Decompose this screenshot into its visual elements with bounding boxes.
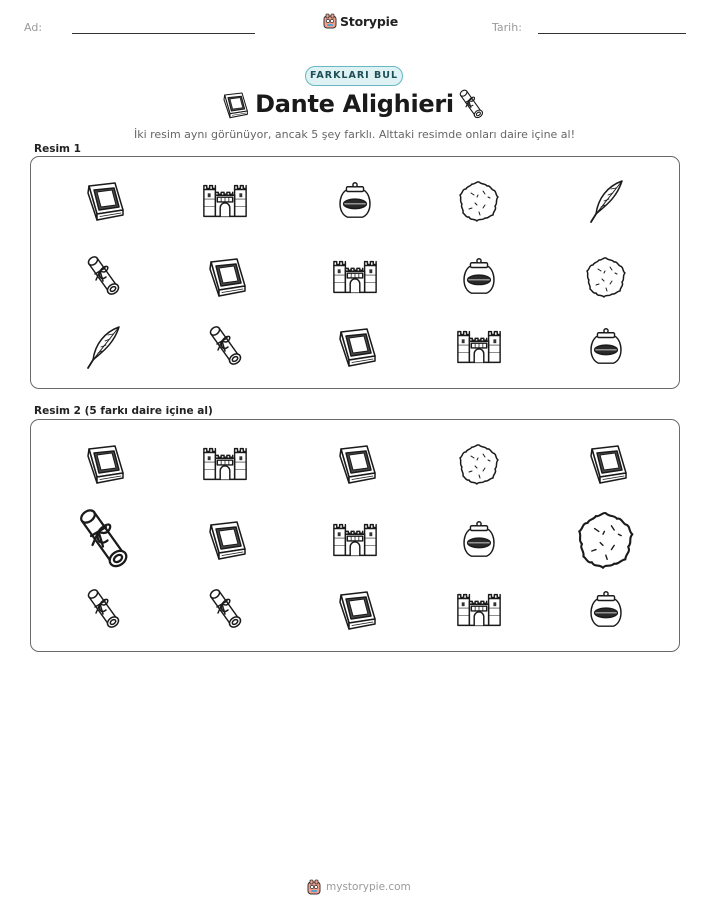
brand-name: Storypie <box>340 13 398 29</box>
hide-icon[interactable] <box>575 509 637 571</box>
worksheet-title: Dante Alighieri <box>255 90 454 118</box>
date-label: Tarih: <box>492 21 522 34</box>
jar-icon[interactable] <box>587 589 625 631</box>
instructions: İki resim aynı görünüyor, ancak 5 şey farklı. Alttaki resimde onları daire içine al! <box>133 128 576 141</box>
title-row <box>0 88 709 128</box>
castle-icon <box>331 259 379 295</box>
quill-icon <box>586 178 626 224</box>
footer <box>0 879 709 899</box>
book-icon <box>331 326 379 368</box>
activity-badge: FARKLARI BUL <box>305 66 403 86</box>
castle-icon[interactable] <box>455 592 503 628</box>
book-icon[interactable] <box>331 589 379 631</box>
picture2-label: Resim 2 (5 farkı daire içine al) <box>34 405 213 417</box>
book-icon <box>201 256 249 298</box>
castle-icon[interactable] <box>201 446 249 482</box>
hide-icon <box>584 255 628 299</box>
castle-icon <box>455 329 503 365</box>
scroll-icon <box>83 254 123 300</box>
jar-icon <box>460 256 498 298</box>
jar-icon <box>587 326 625 368</box>
name-line[interactable] <box>72 33 255 34</box>
footer-site: mystorypie.com <box>326 881 411 893</box>
scroll-icon[interactable] <box>83 587 123 633</box>
date-line[interactable] <box>538 33 686 34</box>
picture1-panel <box>30 156 680 389</box>
book-icon[interactable] <box>201 519 249 561</box>
picture2-panel[interactable] <box>30 419 680 652</box>
hide-icon <box>457 179 501 223</box>
scroll-icon <box>456 88 486 122</box>
scroll-icon <box>205 324 245 370</box>
quill-icon <box>83 324 123 370</box>
castle-icon[interactable] <box>331 522 379 558</box>
castle-icon <box>201 183 249 219</box>
book-icon[interactable] <box>79 443 127 485</box>
storypie-mascot-icon <box>307 879 321 895</box>
book-icon[interactable] <box>582 443 630 485</box>
picture1-label: Resim 1 <box>34 143 81 155</box>
brand-logo <box>323 13 398 29</box>
jar-icon <box>336 180 374 222</box>
book-icon <box>79 180 127 222</box>
book-icon[interactable] <box>331 443 379 485</box>
scroll-icon[interactable] <box>205 587 245 633</box>
scroll-icon[interactable] <box>73 506 133 575</box>
jar-icon[interactable] <box>460 519 498 561</box>
hide-icon[interactable] <box>457 442 501 486</box>
name-label: Ad: <box>24 21 43 34</box>
storypie-mascot-icon <box>323 13 337 29</box>
worksheet-header <box>0 0 709 50</box>
